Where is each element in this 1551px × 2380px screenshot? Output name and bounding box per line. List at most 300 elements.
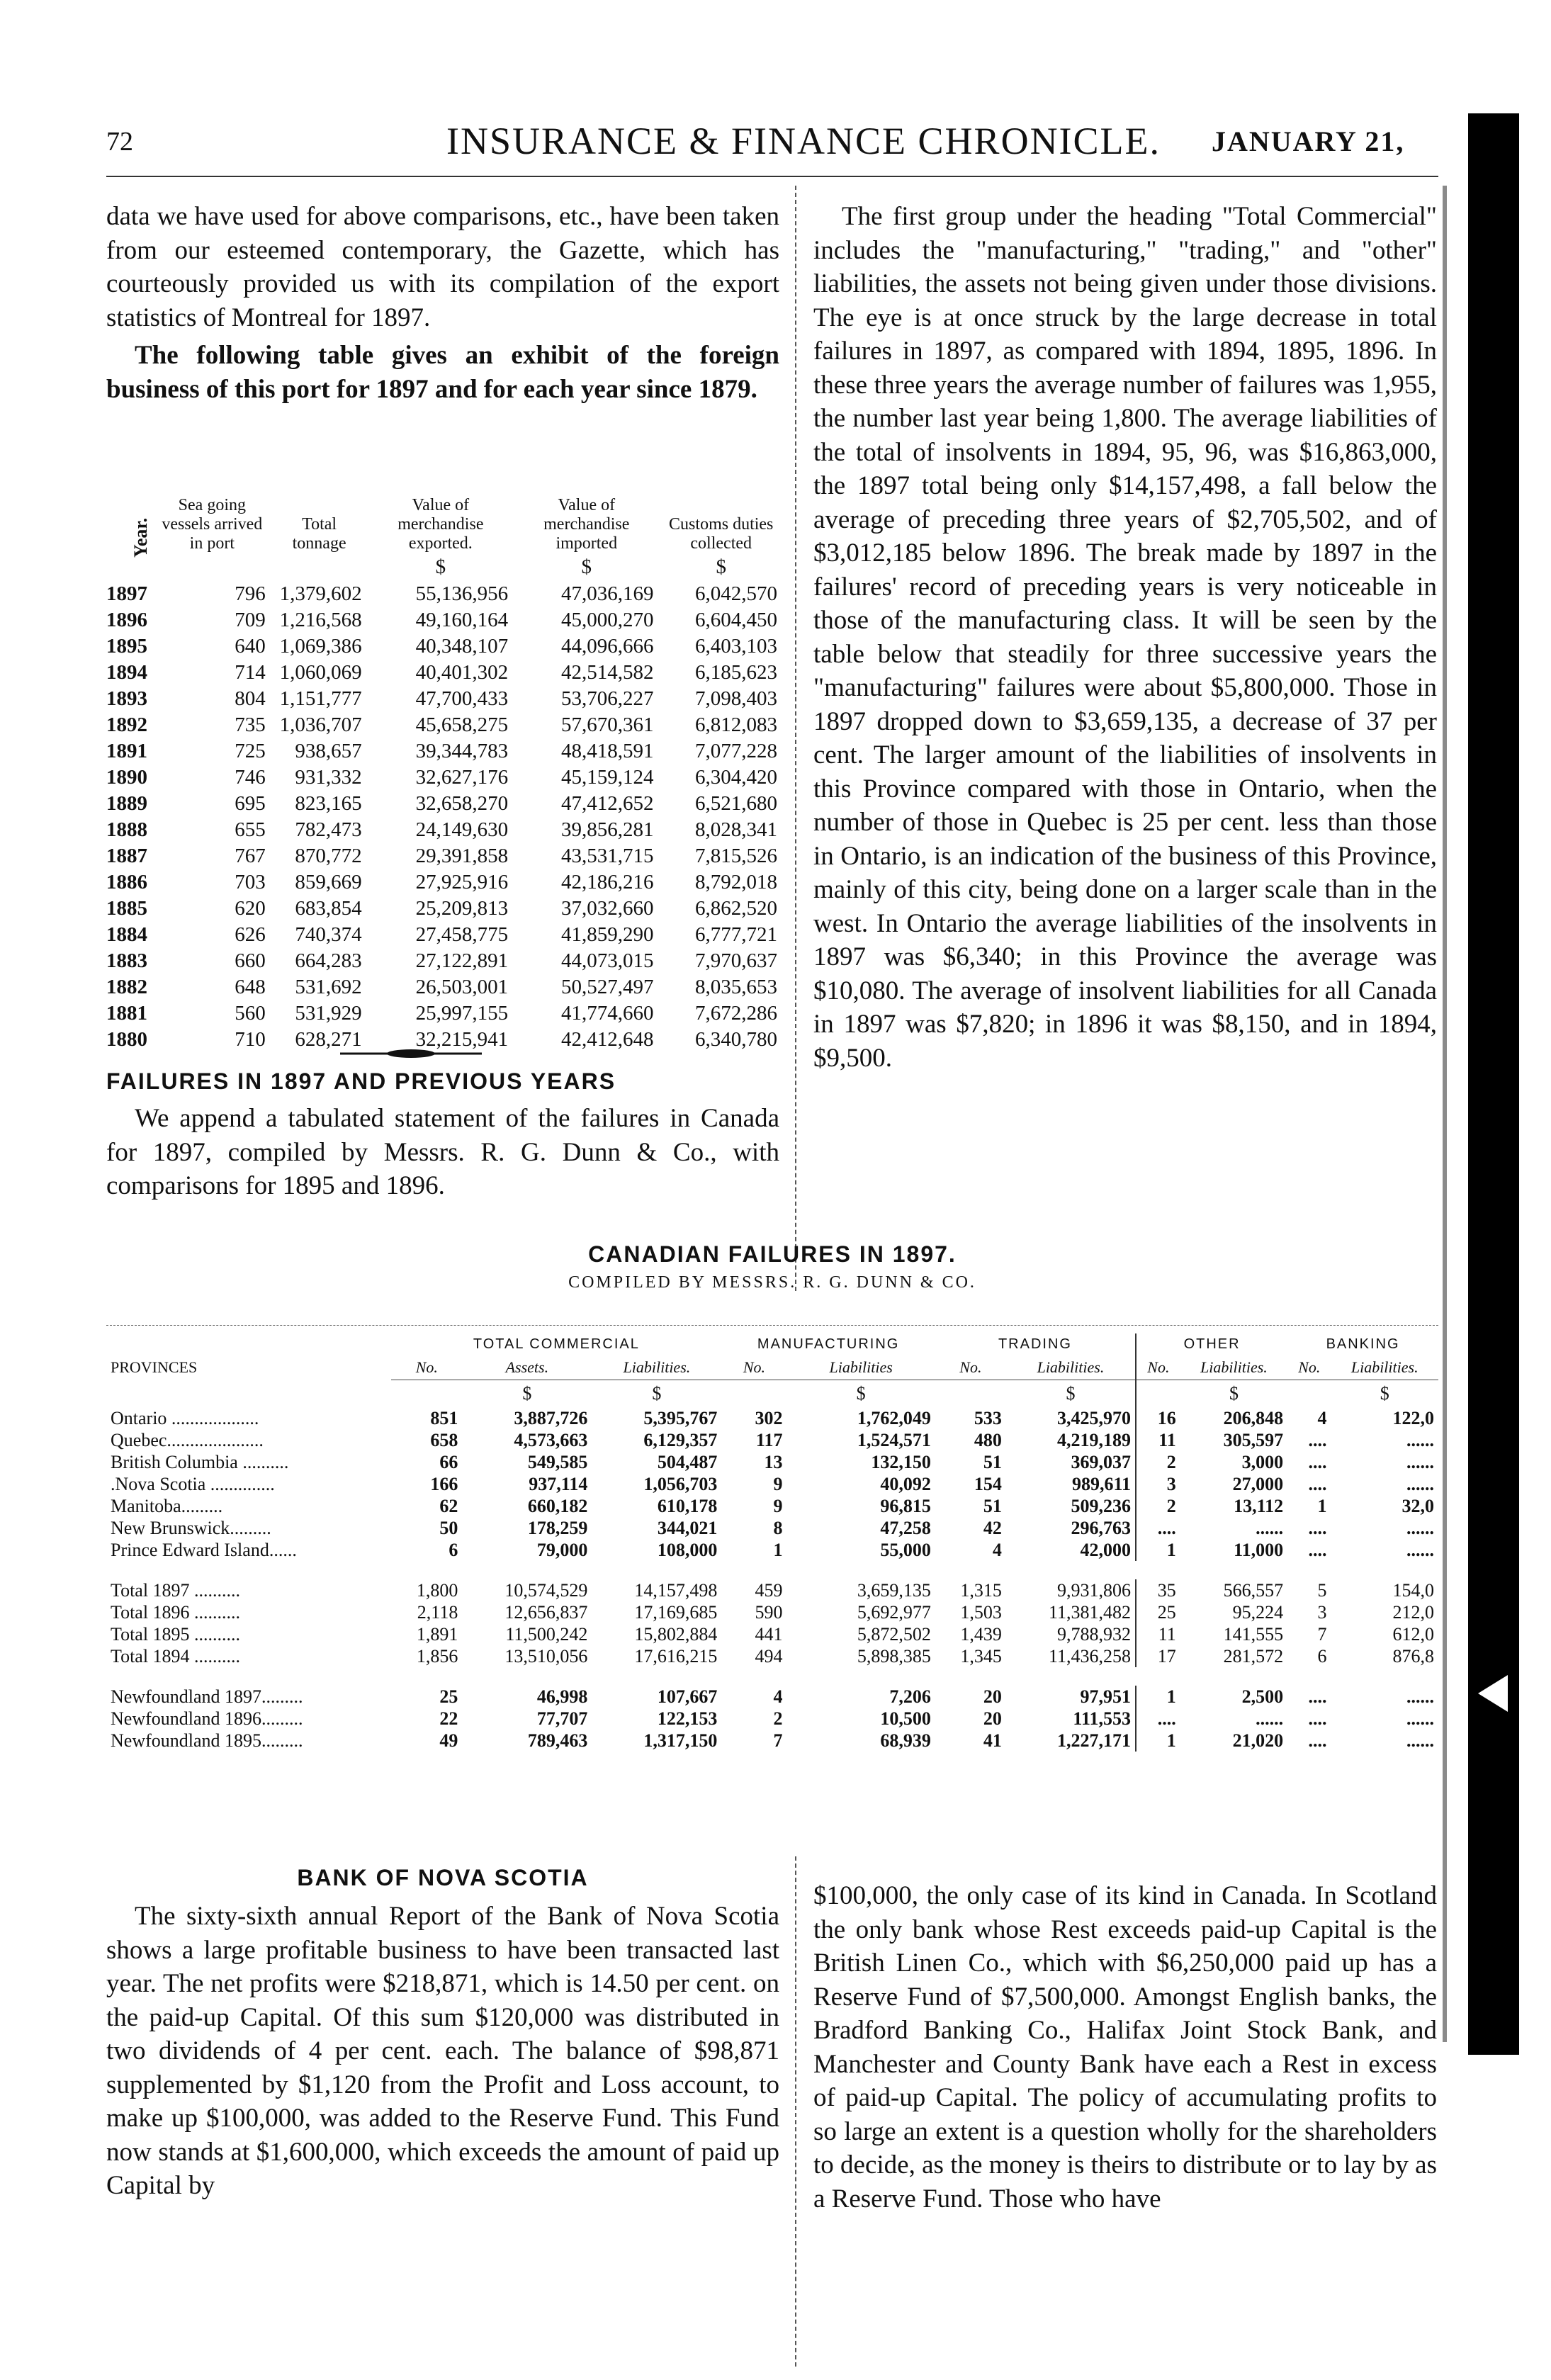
failures-col-10: No. [1287,1355,1331,1380]
failures-cell: 851 [430,1407,458,1428]
failures-cell: 3 [1136,1473,1180,1495]
failures-cell: 25 [439,1686,458,1707]
failures-analysis-paragraph: The first group under the heading "Total Commercial" includes the "manufacturing," "trading," and "other" liabilities, the assets not being given under those divisions. The eye is at once struck by the large decrease in total failures in 1897, as compared with 1894, 1895, 1896. In these three years the average number of failures was 1,955, the number last year being 1,800. The average liabilities of the total of insolvents in 1894, 95, 96, was $16,863,000, the 1897 total being only $14,157,498, a fall below the average of preceding three years of $2,705,502, and of $3,012,185 below 1896. The break made by 1897 in the failures' record of preceding years is very noticeable in those of the manufacturing class. It will be seen by the table below that steadily for three successive years the "manufacturing" failures were about $5,800,000. Those in 1897 dropped down to $3,659,135, a decrease of 37 per cent. The larger amount of the liabilities of insolvents in this Province compared with those in Ontario, when the number of those in Quebec is 25 per cent. less than those in Ontario, is an indication of the business of this Province, mainly of this city, being done on a larger scale than in the west. In Ontario the average liabilities of the insolvents in 1897 was $6,340; in this Province the average was $10,080. The average of insolvent liabilities for all Canada in 1897 was $7,820; in 1896 it was $8,150, and in 1894, $9,500. [813,202,1437,1073]
page-number: 72 [106,127,133,157]
failures-cell: 12,656,837 [504,1601,588,1623]
export-cell-exported: 39,344,783 [415,740,509,762]
failures-cell: 989,611 [1071,1473,1132,1494]
failures-cell: 658 [430,1429,458,1450]
export-cell-imported: 53,706,227 [560,687,654,710]
unit-exported: $ [435,555,446,578]
group-total-commercial: TOTAL COMMERCIAL [473,1336,640,1352]
export-cell-vessels: 626 [235,923,266,946]
failures-cell: 6 [1317,1645,1327,1666]
failures-cell: 612,0 [1392,1623,1434,1645]
failures-row-label: Prince Edward Island...... [111,1539,297,1560]
export-row [106,738,783,765]
export-cell-imported: 45,159,124 [560,766,654,789]
failures-cell: 17,169,685 [634,1601,718,1623]
export-cell-customs: 6,777,721 [695,923,777,946]
failures-col-4: No. [721,1355,786,1380]
export-cell-customs: 6,304,420 [695,766,777,789]
failures-cell: 62 [439,1495,458,1516]
failures-cell: 40,092 [880,1473,931,1494]
total-row [106,1579,1438,1601]
failures-currency-cell [391,1380,462,1408]
export-cell-exported: 47,700,433 [415,687,509,710]
failures-cell: 122,0 [1392,1407,1434,1428]
export-cell-customs: 8,035,653 [695,976,777,998]
export-row [106,974,783,1000]
failures-cell: 1,524,571 [857,1429,931,1450]
export-cell-customs: 7,815,526 [695,845,777,867]
failures-cell: 77,707 [536,1708,588,1729]
failures-cell: 2 [773,1708,783,1729]
province-row [106,1517,1438,1539]
failures-group-header [106,1333,1438,1355]
failures-cell: 1,227,171 [1057,1730,1132,1751]
failures-cell: 107,667 [657,1686,718,1707]
export-cell-vessels: 695 [235,792,266,815]
group-other: OTHER [1136,1333,1287,1355]
failures-cell: 11,500,242 [505,1623,588,1645]
col-tonnage: Total tonnage [292,515,346,553]
export-table-body [106,581,783,1053]
failures-col-5: Liabilities [786,1355,935,1380]
unit-customs: $ [716,555,726,578]
export-cell-tonnage: 531,929 [295,1002,362,1025]
failures-cell: 3 [1317,1601,1327,1623]
unit-imported: $ [581,555,592,578]
bank-paragraph-right: $100,000, the only case of its kind in Canada. In Scotland the only bank whose Rest exceeds paid-up Capital is the British Linen Co., which with $6,250,000 paid up has a Reserve Fund of $7,500,000. Amongst English banks, the Bradford Banking Co., Halifax Joint Stock Bank, and Manchester and County Bank have each a Rest in excess of paid-up Capital. The policy of accumulating profits to so large an extent is a question wholly for the shareholders to decide, as the money is theirs to distribute or to lay by as a Reserve Fund. Those who have [813,1881,1437,2213]
export-cell-year: 1887 [106,845,147,867]
failures-row-label: Total 1895 .......... [111,1623,241,1645]
export-cell-year: 1884 [106,923,147,946]
failures-cell: 5,692,977 [857,1601,931,1623]
export-cell-year: 1885 [106,897,147,920]
failures-cell: 2 [1136,1451,1180,1473]
failures-spacer-row [106,1561,1438,1579]
failures-cell: 549,585 [527,1451,588,1472]
failures-cell: ...... [1406,1708,1434,1729]
export-cell-year: 1892 [106,714,147,736]
export-cell-imported: 39,856,281 [560,818,654,841]
export-cell-imported: 42,412,648 [560,1028,654,1051]
export-row [106,633,783,660]
gazette-paragraph: data we have used for above comparisons, etc., have been taken from our esteemed contemporary, the Gazette, which has courteously provided us with its compilation of the export statistics of Montreal for 1897. [106,202,779,332]
export-cell-imported: 41,774,660 [560,1002,654,1025]
export-cell-exported: 27,122,891 [415,949,509,972]
failures-cell: 79,000 [536,1539,588,1560]
export-cell-tonnage: 531,692 [295,976,362,998]
export-cell-customs: 6,862,520 [695,897,777,920]
failures-cell: 3,887,726 [514,1407,588,1428]
export-cell-customs: 7,672,286 [695,1002,777,1025]
failures-cell: 3,000 [1241,1451,1284,1472]
export-cell-exported: 49,160,164 [415,609,509,631]
failures-currency-cell: $ [1380,1383,1389,1404]
failures-cell: 108,000 [657,1539,718,1560]
failures-currency-cell: $ [856,1383,866,1404]
newfoundland-row [106,1730,1438,1752]
export-cell-customs: 6,604,450 [695,609,777,631]
export-row [106,660,783,686]
export-cell-imported: 47,412,652 [560,792,654,815]
failures-cell: 4 [1317,1407,1327,1428]
failures-col-7: Liabilities. [1006,1355,1136,1380]
failures-cell: 7 [773,1730,783,1751]
failures-col-11: Liabilities. [1331,1355,1438,1380]
failures-cell: 1,891 [416,1623,458,1645]
failures-table-body [106,1407,1438,1752]
bank-section-left [106,1865,779,2203]
failures-cell: 296,763 [1071,1517,1132,1538]
failures-cell: 35 [1136,1579,1180,1601]
bank-paragraph-left: The sixty-sixth annual Report of the Bank of Nova Scotia shows a large profitable business to have been transacted last year. The net profits were $218,871, which is 14.50 per cent. on the paid-up Capital. Of this sum $120,000 was distributed in two dividends of 4 per cent. each. The balance of $98,871 supplemented by $1,120 from the Profit and Loss account, to make up $100,000, was added to the Reserve Fund. This Fund now stands at $1,600,000, which exceeds the amount of paid up Capital by [106,1902,779,2200]
failures-currency-cell: $ [1066,1383,1076,1404]
failures-currency-cell [721,1380,786,1408]
province-row [106,1473,1438,1495]
failures-col-2: Assets. [462,1355,592,1380]
failures-cell: .... [1308,1708,1327,1729]
failures-cell: ...... [1256,1517,1284,1538]
failures-cell: 7 [1317,1623,1327,1645]
failures-cell: 1,345 [960,1645,1002,1666]
failures-table [106,1333,1438,1752]
failures-cell: ...... [1406,1517,1434,1538]
failures-cell: 3,425,970 [1057,1407,1132,1428]
failures-cell: 212,0 [1392,1601,1434,1623]
failures-cell: 1,056,703 [643,1473,718,1494]
export-cell-year: 1883 [106,949,147,972]
failures-table-subtitle: COMPILED BY MESSRS. R. G. DUNN & CO. [568,1273,976,1292]
failures-cell: 9,931,806 [1057,1579,1132,1601]
group-banking: BANKING [1326,1336,1400,1352]
failures-cell: .... [1308,1539,1327,1560]
failures-cell: 20 [983,1686,1002,1707]
failures-cell: 122,153 [657,1708,718,1729]
failures-currency-cell [1136,1380,1180,1408]
failures-cell: 55,000 [880,1539,931,1560]
failures-cell: 1,315 [960,1579,1002,1601]
failures-cell: 2,500 [1241,1686,1284,1707]
export-cell-vessels: 620 [235,897,266,920]
failures-cell: 344,021 [657,1517,718,1538]
export-cell-customs: 7,970,637 [695,949,777,972]
export-cell-imported: 45,000,270 [560,609,654,631]
failures-cell: 876,8 [1392,1645,1434,1666]
export-cell-imported: 37,032,660 [560,897,654,920]
failures-cell: 10,500 [880,1708,931,1729]
failures-cell: 369,037 [1071,1451,1132,1472]
failures-cell: 68,939 [880,1730,931,1751]
export-cell-vessels: 725 [235,740,266,762]
failures-table-rule [106,1325,1438,1326]
total-row [106,1645,1438,1667]
failures-cell: .... [1136,1708,1180,1730]
failures-table-container [106,1333,1438,1752]
export-cell-year: 1880 [106,1028,147,1051]
export-row [106,765,783,791]
export-cell-tonnage: 1,216,568 [279,609,362,631]
publication-title: INSURANCE & FINANCE CHRONICLE. [446,120,1161,162]
failures-cell: 17 [1136,1645,1180,1667]
failures-cell: 4 [773,1686,783,1707]
export-cell-customs: 6,340,780 [695,1028,777,1051]
export-cell-vessels: 714 [235,661,266,684]
failures-cell: 11,381,482 [1048,1601,1132,1623]
failures-row-label: Quebec..................... [111,1429,264,1450]
export-cell-vessels: 767 [235,845,266,867]
export-cell-tonnage: 664,283 [295,949,362,972]
failures-cell: 154,0 [1392,1579,1434,1601]
export-cell-customs: 8,028,341 [695,818,777,841]
export-cell-year: 1889 [106,792,147,815]
export-cell-year: 1886 [106,871,147,893]
failures-row-label: Newfoundland 1895......... [111,1730,303,1751]
failures-cell: .... [1308,1473,1327,1494]
export-cell-tonnage: 938,657 [295,740,362,762]
failures-currency-cell [1287,1380,1331,1408]
failures-cell: 166 [430,1473,458,1494]
failures-col-1: No. [391,1355,462,1380]
failures-cell: 7,206 [889,1686,931,1707]
failures-cell: 66 [439,1451,458,1472]
export-cell-tonnage: 931,332 [295,766,362,789]
province-row [106,1451,1438,1473]
failures-cell: 5,898,385 [857,1645,931,1666]
export-row [106,817,783,843]
failures-cell: 46,998 [536,1686,588,1707]
failures-cell: 132,150 [871,1451,931,1472]
failures-cell: 42 [983,1517,1002,1538]
failures-cell: 1,439 [960,1623,1002,1645]
export-row [106,581,783,607]
failures-cell: 21,020 [1232,1730,1284,1751]
group-trading: TRADING [998,1336,1072,1352]
failures-cell: 1,800 [416,1579,458,1601]
export-row [106,896,783,922]
failures-cell: 4,573,663 [514,1429,588,1450]
failures-row-label: Manitoba......... [111,1495,223,1516]
failures-intro [106,1068,779,1203]
failures-cell: 11 [1136,1429,1180,1451]
export-cell-exported: 45,658,275 [415,714,509,736]
failures-table-title: CANADIAN FAILURES IN 1897. [588,1241,957,1267]
failures-row-label: Newfoundland 1896......... [111,1708,303,1729]
failures-cell: 5,395,767 [643,1407,718,1428]
export-row [106,869,783,896]
export-cell-tonnage: 823,165 [295,792,362,815]
export-cell-customs: 7,077,228 [695,740,777,762]
export-cell-exported: 29,391,858 [415,845,509,867]
failures-heading: FAILURES IN 1897 AND PREVIOUS YEARS [106,1068,616,1094]
export-cell-tonnage: 870,772 [295,845,362,867]
group-manufacturing: MANUFACTURING [757,1336,900,1352]
export-cell-exported: 24,149,630 [415,818,509,841]
failures-cell: 660,182 [527,1495,588,1516]
province-row [106,1429,1438,1451]
export-cell-customs: 6,812,083 [695,714,777,736]
failures-cell: .... [1308,1429,1327,1450]
failures-cell: 1,503 [960,1601,1002,1623]
export-cell-year: 1897 [106,582,147,605]
export-cell-vessels: 703 [235,871,266,893]
failures-row-label: New Brunswick......... [111,1517,271,1538]
failures-cell: 789,463 [527,1730,588,1751]
export-cell-tonnage: 782,473 [295,818,362,841]
failures-cell: ...... [1406,1539,1434,1560]
export-cell-year: 1890 [106,766,147,789]
export-cell-customs: 6,403,103 [695,635,777,658]
failures-cell: 95,224 [1232,1601,1284,1623]
export-row [106,1000,783,1027]
export-cell-exported: 27,925,916 [415,871,509,893]
failures-cell: 1 [773,1539,783,1560]
failures-cell: 16 [1136,1407,1180,1429]
failures-cell: .... [1308,1730,1327,1751]
failures-cell: 590 [755,1601,783,1623]
failures-cell: 13,510,056 [504,1645,588,1666]
export-cell-imported: 50,527,497 [560,976,654,998]
failures-col-9: Liabilities. [1180,1355,1287,1380]
export-cell-year: 1895 [106,635,147,658]
export-cell-year: 1882 [106,976,147,998]
failures-cell: 441 [755,1623,783,1645]
export-cell-imported: 42,186,216 [560,871,654,893]
failures-currency-cell [106,1380,391,1408]
failures-cell: 49 [439,1730,458,1751]
failures-cell: 42,000 [1080,1539,1132,1560]
export-cell-vessels: 709 [235,609,266,631]
failures-col-8: No. [1136,1355,1180,1380]
export-cell-imported: 44,073,015 [560,949,654,972]
export-cell-year: 1881 [106,1002,147,1025]
failures-row-label: Newfoundland 1897......... [111,1686,303,1707]
failures-col-6: No. [935,1355,1006,1380]
failures-currency-row [106,1380,1438,1408]
failures-cell: 305,597 [1223,1429,1284,1450]
failures-cell: 1,317,150 [643,1730,718,1751]
bank-heading: BANK OF NOVA SCOTIA [297,1865,589,1890]
failures-cell: ...... [1256,1708,1284,1729]
export-table-header [106,496,783,558]
failures-row-label: Total 1897 .......... [111,1579,241,1601]
failures-cell: 5,872,502 [857,1623,931,1645]
export-cell-tonnage: 1,060,069 [279,661,362,684]
total-row [106,1623,1438,1645]
export-cell-vessels: 804 [235,687,266,710]
export-cell-exported: 25,209,813 [415,897,509,920]
failures-cell: 51 [983,1495,1002,1516]
failures-cell: 13,112 [1234,1495,1284,1516]
failures-cell: 1 [1136,1686,1180,1708]
failures-cell: 20 [983,1708,1002,1729]
total-row [106,1601,1438,1623]
scan-edge-bar [1468,113,1519,2055]
failures-cell: 1,856 [416,1645,458,1666]
export-cell-exported: 27,458,775 [415,923,509,946]
export-cell-exported: 32,658,270 [415,792,509,815]
export-cell-customs: 7,098,403 [695,687,777,710]
failures-col-0: PROVINCES [111,1358,198,1377]
export-table-units [106,558,783,581]
export-cell-vessels: 746 [235,766,266,789]
export-cell-tonnage: 683,854 [295,897,362,920]
failures-cell: ...... [1406,1473,1434,1494]
failures-cell: ...... [1406,1429,1434,1450]
export-cell-vessels: 710 [235,1028,266,1051]
failures-cell: 41 [983,1730,1002,1751]
bank-section-right [813,1879,1437,2216]
failures-cell: 566,557 [1223,1579,1284,1601]
export-cell-year: 1893 [106,687,147,710]
failures-col-header [106,1355,1438,1380]
export-cell-tonnage: 740,374 [295,923,362,946]
failures-cell: 281,572 [1223,1645,1284,1666]
issue-date: JANUARY 21, [1212,125,1405,157]
export-table-container [106,496,783,1053]
failures-table-title-block [106,1241,1438,1292]
export-cell-exported: 26,503,001 [415,976,509,998]
column-divider-top [795,186,796,1291]
left-column-top [106,200,779,406]
failures-cell: 4 [992,1539,1002,1560]
failures-row-label: Total 1896 .......... [111,1601,241,1623]
export-cell-year: 1894 [106,661,147,684]
failures-cell: 13 [764,1451,783,1472]
export-cell-customs: 6,042,570 [695,582,777,605]
export-cell-imported: 41,859,290 [560,923,654,946]
failures-currency-cell [935,1380,1006,1408]
failures-cell: .... [1136,1517,1180,1539]
export-cell-imported: 43,531,715 [560,845,654,867]
export-row [106,843,783,869]
export-cell-exported: 32,215,941 [415,1028,509,1051]
failures-cell: 494 [755,1645,783,1666]
failures-cell: 5 [1317,1579,1327,1601]
failures-cell: 6 [449,1539,458,1560]
export-cell-imported: 47,036,169 [560,582,654,605]
failures-cell: 1 [1317,1495,1327,1516]
failures-cell: 11,000 [1234,1539,1284,1560]
failures-cell: 533 [974,1407,1002,1428]
export-cell-vessels: 648 [235,976,266,998]
failures-cell: 504,487 [657,1451,718,1472]
failures-row-label: Ontario ................... [111,1407,259,1428]
failures-cell: 25 [1136,1601,1180,1623]
failures-cell: 154 [974,1473,1002,1494]
page-header [106,119,1438,169]
failures-row-label: British Columbia .......... [111,1451,289,1472]
failures-cell: 509,236 [1071,1495,1132,1516]
failures-cell: 9,788,932 [1057,1623,1132,1645]
export-row [106,607,783,633]
failures-currency-cell: $ [652,1383,662,1404]
failures-cell: 97,951 [1080,1686,1132,1707]
failures-cell: 27,000 [1232,1473,1284,1494]
failures-cell: 17,616,215 [634,1645,718,1666]
failures-cell: 2,118 [417,1601,458,1623]
failures-cell: ...... [1406,1451,1434,1472]
failures-cell: 10,574,529 [504,1579,588,1601]
failures-cell: 50 [439,1517,458,1538]
failures-currency-cell: $ [522,1383,532,1404]
failures-cell: ...... [1406,1730,1434,1751]
export-row [106,686,783,712]
col-customs: Customs duties collected [669,515,774,553]
failures-cell: 141,555 [1223,1623,1284,1645]
